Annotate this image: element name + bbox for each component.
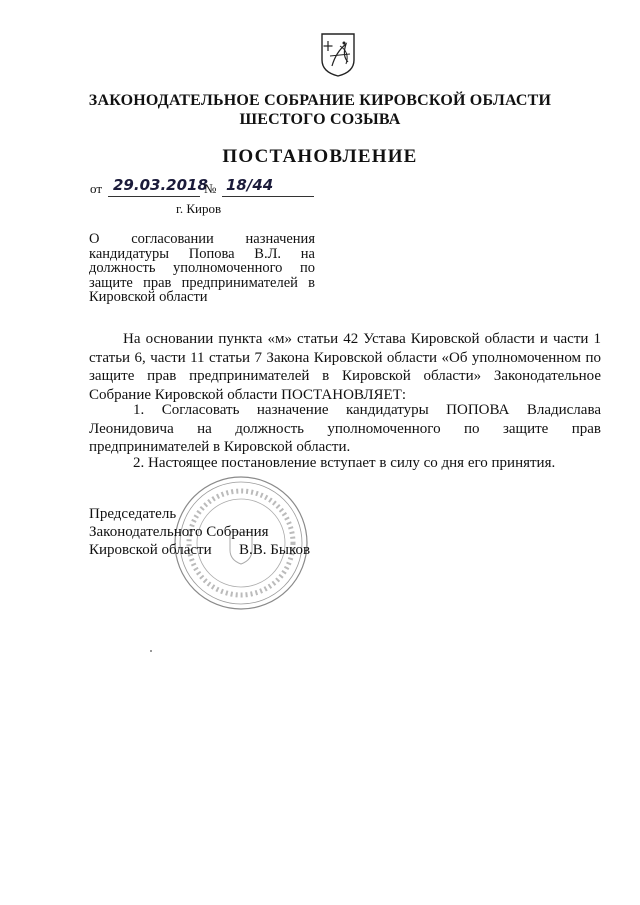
coat-of-arms-icon	[320, 32, 356, 78]
clause-2-text: 2. Настоящее постановление вступает в силу со дня его принятия.	[133, 455, 556, 471]
city: г. Киров	[176, 201, 222, 216]
document-subject: О согласовании назначения кандидатуры Попова В.Л. на должность уполномоченного по защите прав предпринимателей в Кировской области	[89, 231, 315, 305]
clause-1-text: 1. Согласовать назначение кандидатуры ПОПОВА Владислава Леонидовича на должность уполномоченного по защите прав предпринимателей в Кировской области.	[89, 402, 601, 455]
signature-title-line-1: Председатель	[89, 506, 177, 522]
document-title: ПОСТАНОВЛЕНИЕ	[222, 146, 418, 167]
number-underline	[222, 196, 314, 197]
number-prefix: №	[204, 181, 217, 196]
date-underline	[108, 196, 200, 197]
header-line-1: ЗАКОНОДАТЕЛЬНОЕ СОБРАНИЕ КИРОВСКОЙ ОБЛАСТИ	[88, 92, 552, 109]
clause-1	[89, 401, 601, 457]
preamble-paragraph	[89, 330, 601, 404]
date-value: 29.03.2018	[113, 176, 208, 194]
clause-2	[89, 454, 601, 473]
preamble-text: На основании пункта «м» статьи 42 Устава Кировской области и части 1 статьи 6, части 11 статьи 7 Закона Кировской области «Об уполномоченном по защите прав предпринимателей в Кировской области» Законодательное Собрание Кировской области ПОСТАНОВЛЯЕТ:	[89, 331, 601, 403]
speck	[150, 650, 152, 652]
signature-title-line-3: Кировской области	[89, 542, 212, 558]
signature-title-line-2: Законодательного Собрания	[89, 524, 269, 540]
number-value: 18/44	[226, 176, 274, 194]
header-line-2: ШЕСТОГО СОЗЫВА	[239, 111, 401, 128]
signatory-name: В.В. Быков	[239, 542, 311, 558]
date-prefix: от	[90, 181, 103, 196]
